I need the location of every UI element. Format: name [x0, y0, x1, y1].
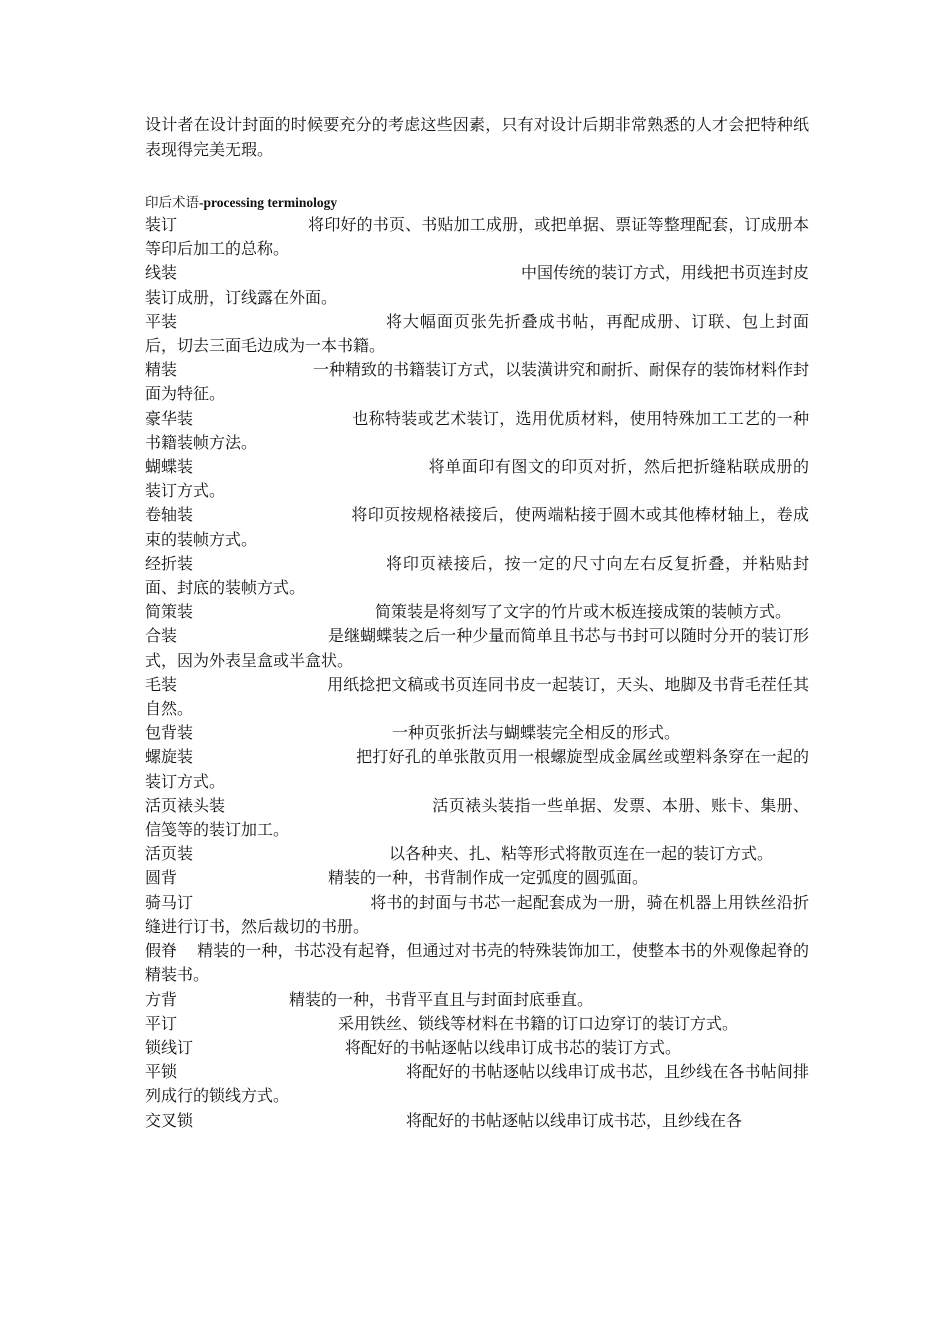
term-entry: [145, 891, 809, 939]
term-name: 卷轴装: [145, 505, 194, 525]
term-name: 活页装: [145, 844, 194, 864]
term-definition: 一种页张折法与蝴蝶装完全相反的形式。: [392, 723, 681, 743]
term-definition: 精装的一种，书背平直且与封面封底垂直。: [289, 989, 594, 1009]
term-name: 精装: [145, 360, 178, 380]
term-entry: [145, 261, 809, 309]
term-entry: [145, 213, 809, 261]
term-entry: [145, 503, 809, 551]
document-page: [145, 112, 809, 1133]
term-name: 假脊: [145, 941, 178, 961]
term-entry: [145, 745, 809, 793]
term-definition: 将书的封面与书芯一起配套成为一册，骑在机器上用铁丝沿折缝进行订书，然后裁切的书册。: [145, 892, 809, 936]
term-definition: 中国传统的装订方式，用线把书页连封皮装订成册，订线露在外面。: [145, 263, 810, 307]
term-definition: 简策装是将刻写了文字的竹片或木板连接成策的装帧方式。: [375, 602, 792, 622]
term-entry: [145, 407, 809, 455]
term-entry: [145, 988, 809, 1012]
term-name: 豪华装: [145, 408, 194, 428]
term-entry: [145, 552, 809, 600]
term-definition: 精装的一种，书背制作成一定弧度的圆弧面。: [328, 868, 649, 888]
term-entry: [145, 1012, 809, 1036]
term-name: 螺旋装: [145, 747, 194, 767]
term-entry: [145, 673, 809, 721]
term-entry: [145, 721, 809, 745]
term-entry: [145, 1036, 809, 1060]
term-name: 平锁: [145, 1062, 178, 1082]
term-definition: 活页裱头装指一些单据、发票、本册、账卡、集册、信笺等的装订加工。: [145, 795, 809, 840]
term-name: 圆背: [145, 868, 178, 888]
term-name: 骑马订: [145, 892, 194, 912]
term-definition: 将单面印有图文的印页对折，然后把折缝粘联成册的装订方式。: [145, 457, 809, 501]
term-definition: 将印页裱接后，按一定的尺寸向左右反复折叠，并粘贴封面、封底的装帧方式。: [145, 553, 809, 598]
term-definition: 也称特装或艺术装订，选用优质材料，使用特殊加工工艺的一种书籍装帧方法。: [145, 408, 809, 452]
term-name: 装订: [145, 215, 178, 234]
term-name: 包背装: [145, 723, 194, 743]
term-definition: 将印页按规格裱接后，使两端粘接于圆木或其他棒材轴上，卷成束的装帧方式。: [145, 505, 809, 549]
term-name: 合装: [145, 626, 178, 646]
term-definition: 把打好孔的单张散页用一根螺旋型成金属丝或塑料条穿在一起的装订方式。: [145, 747, 809, 791]
term-definition: 是继蝴蝶装之后一种少量而简单且书芯与书封可以随时分开的装订形式，因为外表呈盒或半盒状。: [145, 626, 809, 670]
term-definition: 采用铁丝、锁线等材料在书籍的订口边穿订的装订方式。: [338, 1013, 739, 1033]
term-entry: [145, 624, 809, 672]
term-name: 蝴蝶装: [145, 457, 194, 477]
term-name: 交叉锁: [145, 1110, 194, 1130]
term-name: 线装: [145, 263, 178, 283]
term-definition: 将大幅面页张先折叠成书帖，再配成册、订联、包上封面后，切去三面毛边成为一本书籍。: [145, 311, 809, 356]
term-entry: [145, 1060, 809, 1108]
term-name: 方背: [145, 989, 178, 1009]
term-definition: 用纸捻把文稿或书页连同书皮一起装订，天头、地脚及书背毛茬任其自然。: [145, 674, 809, 719]
term-definition: 将配好的书帖逐帖以线串订成书芯，且纱线在各书帖间排列成行的锁线方式。: [145, 1062, 809, 1106]
term-entry: [145, 794, 809, 842]
terminology-list: [145, 213, 809, 1133]
term-name: 经折装: [145, 553, 194, 573]
term-name: 简策装: [145, 602, 194, 622]
term-name: 毛装: [145, 674, 178, 694]
term-name: 活页裱头装: [145, 795, 226, 815]
term-name: 平订: [145, 1013, 178, 1033]
term-name: 平装: [145, 311, 178, 331]
heading-en: -processing terminology: [199, 195, 338, 210]
term-definition: 将印好的书页、书贴加工成册，或把单据、票证等整理配套，订成册本等印后加工的总称。: [145, 215, 809, 259]
term-entry: [145, 600, 809, 624]
term-definition: 以各种夹、扎、粘等形式将散页连在一起的装订方式。: [389, 844, 774, 864]
term-entry: [145, 455, 809, 503]
term-definition: 一种精致的书籍装订方式，以装潢讲究和耐折、耐保存的装饰材料作封面为特征。: [145, 360, 810, 404]
term-name: 锁线订: [145, 1037, 194, 1057]
term-definition: 将配好的书帖逐帖以线串订成书芯，且纱线在各: [406, 1110, 743, 1130]
term-entry: [145, 358, 809, 406]
term-definition: 精装的一种，书芯没有起脊，但通过对书壳的特殊装饰加工，使整本书的外观像起脊的精装书。: [145, 941, 809, 985]
heading-zh: 印后术语: [145, 195, 199, 211]
intro-paragraph: 设计者在设计封面的时候要充分的考虑这些因素，只有对设计后期非常熟悉的人才会把特种纸表现得完美无瑕。: [145, 115, 809, 159]
term-entry: [145, 939, 809, 987]
term-entry: [145, 310, 809, 358]
section-heading: [145, 193, 809, 213]
term-entry: [145, 842, 809, 866]
term-entry: [145, 1109, 809, 1133]
term-definition: 将配好的书帖逐帖以线串订成书芯的装订方式。: [345, 1037, 682, 1057]
term-entry: [145, 866, 809, 890]
